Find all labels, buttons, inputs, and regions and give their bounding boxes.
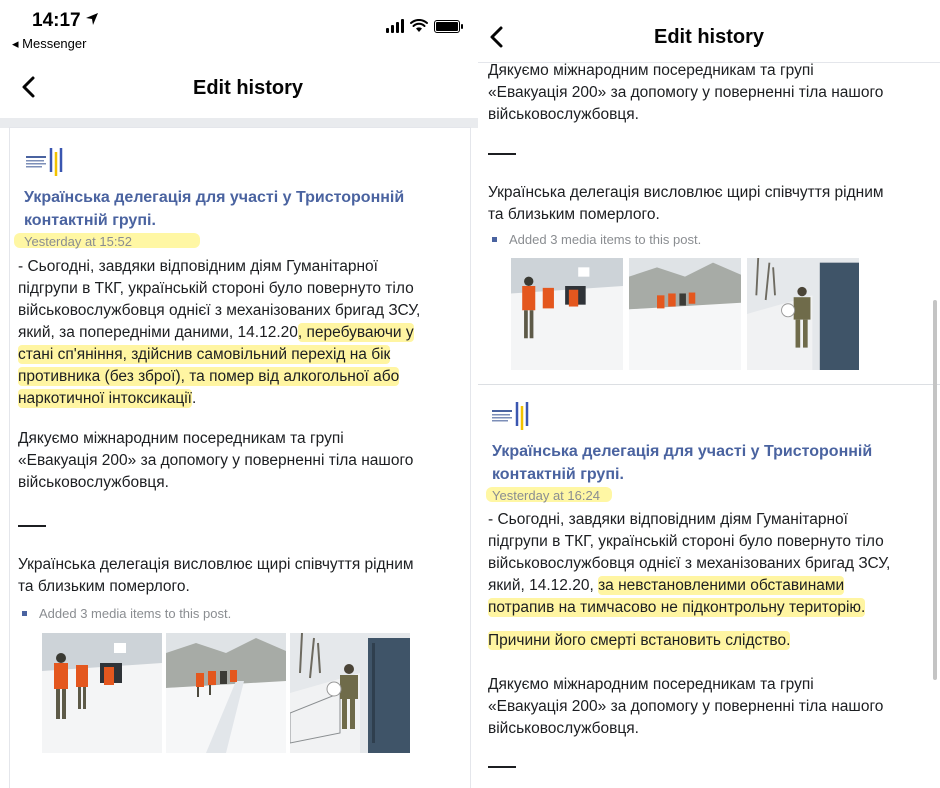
right-screenshot <box>478 0 940 788</box>
media-photo-2[interactable] <box>628 258 742 370</box>
back-chevron-icon[interactable] <box>16 74 42 100</box>
post-timestamp[interactable]: Yesterday at 15:52 <box>24 234 132 249</box>
post-paragraph-3: Дякуємо міжнародним посередникам та групі «Евакуація 200» за допомогу у поверненні тіла нашого військовослужбовця. <box>488 676 884 737</box>
post-paragraph-3-continued: Українська делегація висловлює щирі співчуття рідним та близьким померлого. <box>488 184 884 223</box>
header-separator <box>0 118 478 128</box>
post-paragraph-1: - Сьогодні, завдяки відповідним діям Гуманітарної підгрупи в ТКГ, українській стороні було повернуто тіло військовослужбовця однієї з механізованих бригад ЗСУ, який, 14.12.20, за невстановленими обставинами потрапив на тимчасово не підконтрольну територію. <box>488 511 891 616</box>
page-title: Edit history <box>654 26 765 48</box>
media-photo-3[interactable] <box>746 258 860 370</box>
post-timestamp[interactable]: Yesterday at 16:24 <box>492 488 600 503</box>
post-paragraph-2: Дякуємо міжнародним посередникам та групі «Евакуація 200» за допомогу у поверненні тіла нашого військовослужбовця. <box>18 430 414 491</box>
separator-dash <box>488 766 516 768</box>
scrollbar[interactable] <box>933 300 937 680</box>
post-paragraph-2-continued: Дякуємо міжнародним посередникам та групі «Евакуація 200» за допомогу у поверненні тіла нашого військовослужбовця. <box>488 62 884 123</box>
back-chevron-icon[interactable] <box>484 24 510 50</box>
highlighted-text: Причини його смерті встановить слідство. <box>488 632 791 649</box>
separator-dash <box>488 153 516 155</box>
highlighted-text: противника (без зброї), та помер від алкогольної або <box>18 368 400 385</box>
delegation-logo-icon <box>490 396 532 434</box>
media-photo-1[interactable] <box>42 633 162 753</box>
post-paragraph-2 <box>488 630 936 652</box>
post-paragraph-1: - Сьогодні, завдяки відповідним діям Гуманітарної підгрупи в ТКГ, українській стороні було повернуто тіло військовослужбовця однієї з механізованих бригад ЗСУ, який, за попередніми даними, 14.12.20, перебуваючи у стані сп'яніння, здійснив самовільний перехід на бік противника (без зброї), та помер від алкогольної або наркотичної інтоксикації. <box>18 258 421 407</box>
post-author[interactable]: Українська делегація для участі у Тристоронній контактній групі. <box>24 189 405 229</box>
cellular-signal-icon <box>386 19 404 33</box>
bullet-icon <box>22 611 27 616</box>
page-title: Edit history <box>193 77 304 99</box>
media-photo-2[interactable] <box>166 633 286 753</box>
post-author[interactable]: Українська делегація для участі у Тристоронній контактній групі. <box>492 443 873 483</box>
highlighted-text: , перебуваючи у <box>297 324 414 341</box>
version-divider <box>478 384 940 385</box>
media-photo-1[interactable] <box>510 258 624 370</box>
media-added-note: Added 3 media items to this post. <box>492 232 701 247</box>
battery-icon <box>434 20 460 33</box>
delegation-logo-icon <box>24 142 66 180</box>
highlighted-text: потрапив на тимчасово не підконтрольну територію. <box>488 599 866 616</box>
highlighted-text: за невстановленими обставинами <box>598 577 845 594</box>
media-added-note: Added 3 media items to this post. <box>22 606 231 621</box>
highlighted-text: стані сп'яніння, здійснив самовільний перехід на бік <box>18 346 391 363</box>
status-time: 14:17 <box>32 10 81 31</box>
post-version-card <box>10 128 470 788</box>
back-to-messenger-link[interactable]: ◂ Messenger <box>12 36 87 51</box>
bullet-icon <box>492 237 497 242</box>
post-paragraph-3: Українська делегація висловлює щирі співчуття рідним та близьким померлого. <box>18 556 414 595</box>
highlighted-text: наркотичної інтоксикації <box>18 390 192 407</box>
media-photo-3[interactable] <box>290 633 410 753</box>
wifi-icon <box>410 19 428 33</box>
location-arrow-icon <box>85 12 99 26</box>
separator-dash <box>18 525 46 527</box>
status-indicators <box>386 18 460 34</box>
